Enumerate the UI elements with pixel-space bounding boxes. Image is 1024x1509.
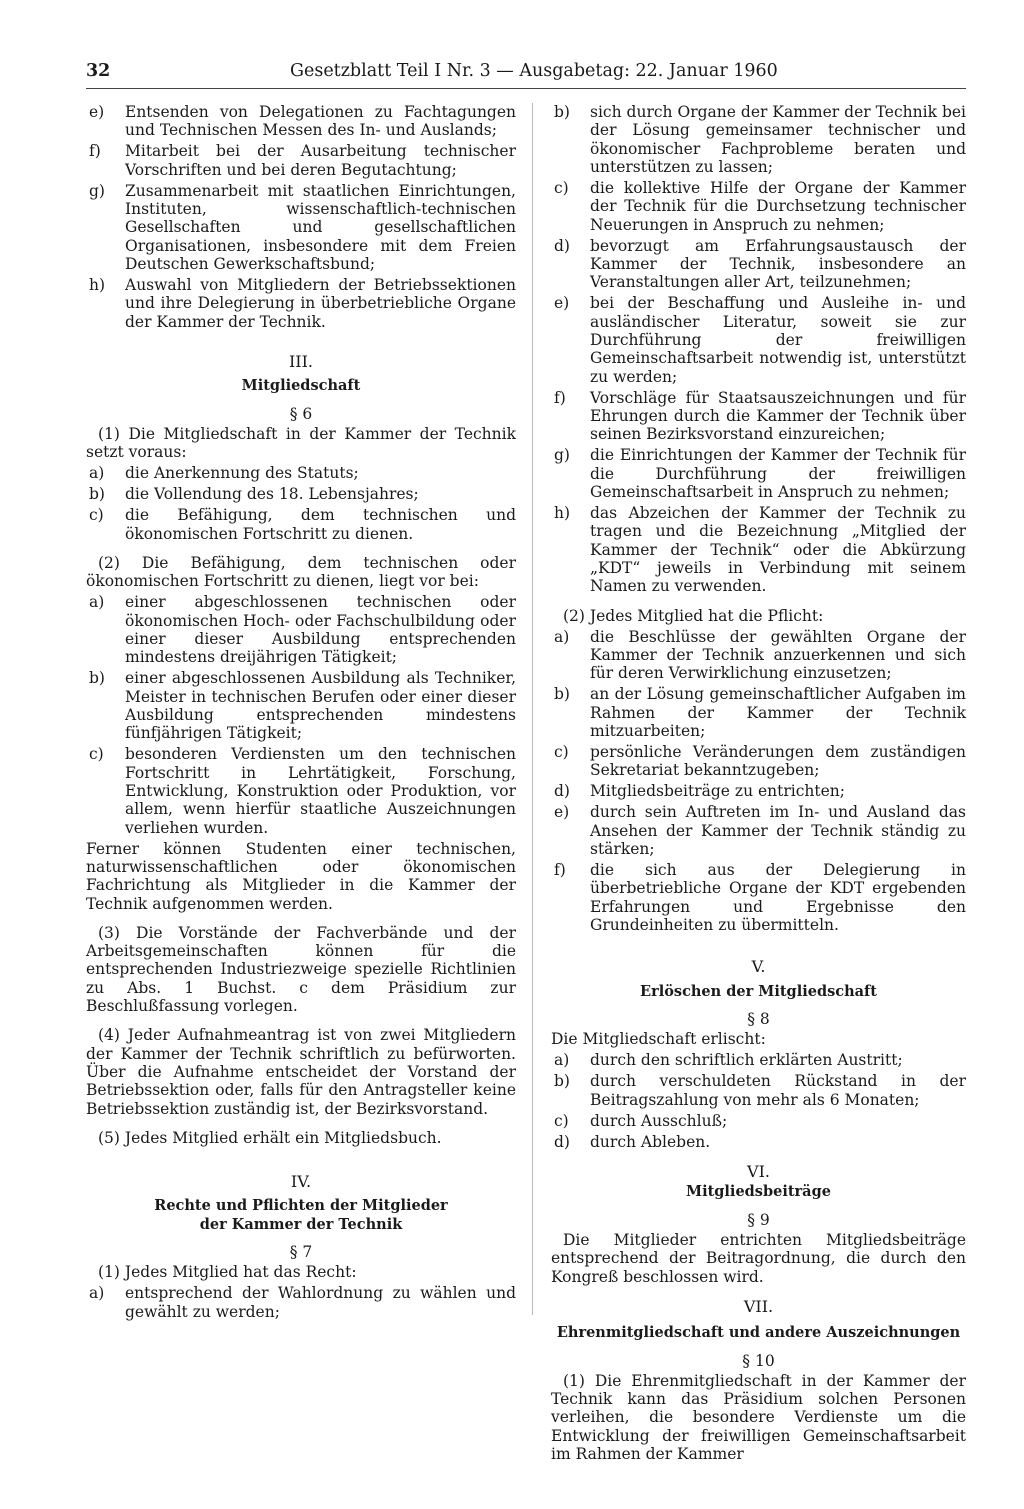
list-item: [86, 593, 516, 666]
list-marker: g): [554, 446, 570, 465]
list-text: einer abgeschlossenen technischen oder ökonomischen Hoch- oder Fachschulbildung oder einer dieser Ausbildung entsprechenden mindestens dreijährigen Tätigkeit;: [125, 593, 516, 667]
list-item: [551, 446, 966, 501]
list-item: [86, 1284, 516, 1321]
list-item: [551, 237, 966, 292]
list-marker: c): [554, 742, 569, 761]
list-item: [86, 464, 516, 482]
list-item: [551, 179, 966, 234]
list-text: die kollektive Hilfe der Organe der Kammer der Technik für die Durchsetzung technischer Neuerungen in Anspruch zu nehmen;: [590, 178, 966, 234]
column-divider: [532, 103, 533, 1315]
right-column: [551, 103, 966, 1466]
list-item: [551, 1072, 966, 1109]
list-item: [86, 506, 516, 543]
section-number: VII.: [743, 1296, 774, 1316]
list-text: die Beschlüsse der gewählten Organe der Kammer der Technik anzuerkennen und sich für deren Verwirklichung einzusetzen;: [590, 627, 966, 683]
list-text: entsprechend der Wahlordnung zu wählen und gewählt zu werden;: [125, 1284, 516, 1321]
list-text: die Vollendung des 18. Lebensjahres;: [125, 485, 419, 504]
section-title: Rechte und Pflichten der Mitglieder: [154, 1197, 448, 1215]
paragraph-text: (2) Jedes Mitglied hat die Pflicht:: [563, 606, 824, 625]
list-item: [86, 669, 516, 742]
list-marker: a): [89, 464, 105, 483]
section-title: Ehrenmitgliedschaft und andere Auszeichnungen: [556, 1324, 961, 1342]
paragraph-sign: § 6: [289, 404, 313, 423]
list-marker: b): [554, 1072, 570, 1091]
list-text: durch verschuldeten Rückstand in der Beitragszahlung von mehr als 6 Monaten;: [590, 1072, 966, 1109]
list-marker: g): [89, 181, 105, 200]
list-item: [551, 685, 966, 740]
list-marker: f): [554, 388, 566, 407]
list-text: durch den schriftlich erklärten Austritt;: [590, 1051, 903, 1070]
list-marker: e): [554, 803, 570, 822]
list-marker: a): [554, 1051, 570, 1070]
section-number: III.: [288, 351, 314, 371]
list-item: [551, 389, 966, 444]
list-marker: c): [89, 745, 104, 764]
list-item: [86, 276, 516, 331]
list-item: [86, 745, 516, 836]
list-marker: c): [554, 178, 569, 197]
list-item: [86, 485, 516, 503]
list-marker: b): [554, 685, 570, 704]
section-number: VI.: [747, 1162, 770, 1182]
list-marker: a): [89, 593, 105, 612]
list-marker: d): [554, 236, 570, 255]
list-item: [86, 142, 516, 179]
list-marker: c): [554, 1111, 569, 1130]
list-text: einer abgeschlossenen Ausbildung als Techniker, Meister in technischen Berufen oder einer dieser Ausbildung entsprechenden mindestens fünfjährigen Tätigkeit;: [125, 669, 516, 743]
paragraph-sign: § 8: [747, 1009, 770, 1028]
list-item: [86, 103, 516, 140]
list-item: [551, 628, 966, 683]
list-item: [551, 1112, 966, 1130]
list-text: die Anerkennung des Statuts;: [125, 464, 359, 483]
section-number: IV.: [290, 1172, 312, 1192]
list-text: das Abzeichen der Kammer der Technik zu tragen und die Bezeichnung „Mitglied der Kammer der Technik“ oder die Abkürzung „KDT“ jeweils in Verbindung mit seinem Namen zu verwenden.: [590, 504, 966, 596]
list-text: Zusammenarbeit mit staatlichen Einrichtungen, Instituten, wissenschaftlich-technischen Gesellschaften und gesellschaftlichen Organisationen, insbesondere mit dem Freien Deutschen Gewerkschaftsbund;: [125, 181, 516, 273]
paragraph-text: (5) Jedes Mitglied erhält ein Mitgliedsbuch.: [98, 1128, 442, 1147]
list-text: Auswahl von Mitgliedern der Betriebssektionen und ihre Delegierung in überbetriebliche Organe der Kammer der Technik.: [125, 276, 516, 331]
list-item: [86, 182, 516, 273]
list-text: bevorzugt am Erfahrungsaustausch der Kammer der Technik, insbesondere an Veranstaltungen aller Art, teilzunehmen;: [590, 236, 966, 292]
list-item: [551, 1133, 966, 1151]
paragraph-text: (4) Jeder Aufnahmeantrag ist von zwei Mitgliedern der Kammer der Technik schriftlich zu befürworten. Über die Aufnahme entscheidet der Vorstand der Betriebssektion oder, falls für den Antragsteller keine Betriebssektion zuständig ist, der Bezirksvorstand.: [86, 1026, 516, 1118]
list-item: [551, 743, 966, 780]
list-text: Vorschläge für Staatsauszeichnungen und für Ehrungen durch die Kammer der Technik über seinen Bezirksvorstand einzureichen;: [590, 388, 966, 444]
list-marker: h): [554, 504, 571, 523]
list-marker: b): [89, 669, 105, 688]
list-text: durch sein Auftreten im In- und Ausland das Ansehen der Kammer der Technik ständig zu stärken;: [590, 803, 966, 859]
paragraph-sign: § 10: [742, 1351, 775, 1370]
list-marker: c): [89, 506, 104, 525]
section-title: Mitgliedschaft: [241, 377, 361, 395]
list-text: an der Lösung gemeinschaftlicher Aufgaben im Rahmen der Kammer der Technik mitzuarbeiten;: [590, 685, 966, 740]
list-item: [551, 782, 966, 800]
list-text: die sich aus der Delegierung in überbetriebliche Organe der KDT ergebenden Erfahrungen und Ergebnisse den Grundeinheiten zu übermitteln.: [590, 861, 966, 935]
list-text: bei der Beschaffung und Ausleihe in- und ausländischer Literatur, soweit sie zur Durchführung der freiwilligen Gemeinschaftsarbeit notwendig ist, unterstützt zu werden;: [590, 294, 966, 386]
list-marker: d): [554, 782, 570, 801]
list-item: [551, 803, 966, 858]
paragraph-text: (1) Die Ehrenmitgliedschaft in der Kammer der Technik kann das Präsidium solchen Personen verleihen, die besondere Verdienste um die Entwicklung der freiwilligen Gemeinschaftsarbeit im Rahmen der Kammer: [551, 1371, 966, 1464]
list-marker: e): [554, 294, 570, 313]
list-text: durch Ausschluß;: [590, 1111, 728, 1130]
list-marker: d): [554, 1132, 570, 1151]
section-title: der Kammer der Technik: [199, 1215, 403, 1233]
left-column: [86, 103, 516, 1324]
paragraph-sign: § 7: [289, 1243, 313, 1261]
paragraph-text: (2) Die Befähigung, dem technischen oder ökonomischen Fortschritt zu dienen, liegt vor bei:: [86, 554, 516, 591]
list-marker: f): [89, 142, 101, 161]
section-number: V.: [751, 957, 766, 977]
list-text: die Einrichtungen der Kammer der Technik für die Durchführung der freiwilligen Gemeinschaftsarbeit in Anspruch zu nehmen;: [590, 446, 966, 501]
list-marker: a): [554, 627, 570, 646]
list-text: Mitgliedsbeiträge zu entrichten;: [590, 782, 845, 801]
list-marker: e): [89, 103, 105, 121]
paragraph-text: Die Mitgliedschaft erlischt:: [551, 1030, 766, 1049]
paragraph-text: (1) Die Mitgliedschaft in der Kammer der Technik setzt voraus:: [86, 424, 516, 462]
list-text: besonderen Verdiensten um den technischen Fortschritt in Lehrtätigkeit, Forschung, Entwicklung, Konstruktion oder Produktion, vor allem, wenn hierfür staatliche Auszeichnungen verliehen wurden.: [125, 745, 516, 837]
list-marker: f): [554, 861, 566, 880]
list-item: [551, 294, 966, 385]
list-item: [551, 504, 966, 595]
list-marker: b): [89, 485, 105, 504]
list-text: durch Ableben.: [590, 1132, 711, 1151]
page-number: 32: [86, 61, 111, 81]
list-item: [551, 103, 966, 176]
section-title: Mitgliedsbeiträge: [686, 1183, 831, 1201]
list-item: [551, 1051, 966, 1069]
list-text: Mitarbeit bei der Ausarbeitung technischer Vorschriften und bei deren Begutachtung;: [125, 142, 516, 179]
list-text: die Befähigung, dem technischen und ökonomischen Fortschritt zu dienen.: [125, 506, 516, 543]
list-text: persönliche Veränderungen dem zuständigen Sekretariat bekanntzugeben;: [590, 742, 966, 780]
paragraph-text: (1) Jedes Mitglied hat das Recht:: [98, 1263, 357, 1282]
paragraph-sign: § 9: [747, 1210, 770, 1229]
list-text: sich durch Organe der Kammer der Technik bei der Lösung gemeinsamer technischer und ökonomischer Fachprobleme beraten und unterstützen zu lassen;: [590, 103, 966, 176]
running-title: Gesetzblatt Teil I Nr. 3 — Ausgabetag: 22. Januar 1960: [290, 61, 778, 81]
list-item: [551, 861, 966, 934]
list-text: Entsenden von Delegationen zu Fachtagungen und Technischen Messen des In- und Auslands;: [125, 103, 516, 140]
list-marker: b): [554, 103, 570, 121]
paragraph-text: Die Mitglieder entrichten Mitgliedsbeiträge entsprechend der Beitragordnung, die durch den Kongreß beschlossen wird.: [551, 1231, 966, 1286]
list-marker: a): [89, 1284, 105, 1303]
list-marker: h): [89, 276, 106, 295]
paragraph-text: (3) Die Vorstände der Fachverbände und der Arbeitsgemeinschaften können für die entsprechenden Industriezweige spezielle Richtlinien zu Abs. 1 Buchst. c dem Präsidium zur Beschlußfassung vorlegen.: [86, 923, 516, 1016]
header-rule: [86, 88, 966, 89]
page-header: [86, 60, 966, 84]
section-title: Erlöschen der Mitgliedschaft: [640, 982, 877, 1000]
paragraph-text: Ferner können Studenten einer technischen, naturwissenschaftlichen oder ökonomischen Fachrichtung als Mitglieder in die Kammer der Technik aufgenommen werden.: [86, 839, 516, 913]
